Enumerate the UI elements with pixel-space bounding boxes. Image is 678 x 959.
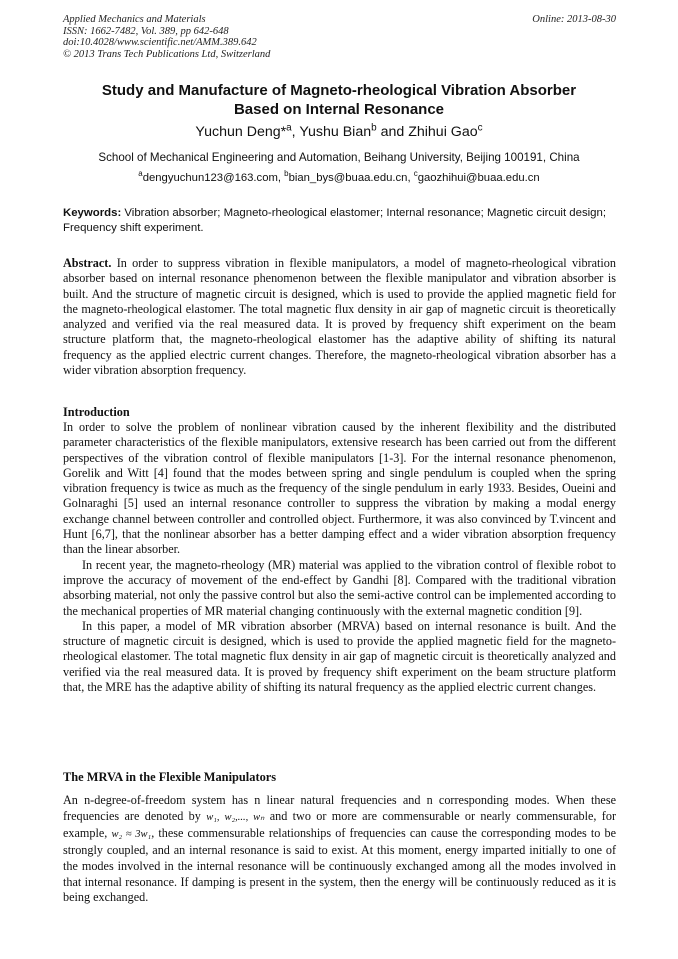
introduction-body: [63, 420, 616, 695]
email-c-sup: c: [413, 169, 418, 179]
journal-header: [63, 14, 616, 60]
journal-name: Applied Mechanics and Materials: [63, 14, 206, 25]
section-text-c: , these commensurable relationships of frequencies can cause the corresponding modes to be strongly coupled, and an internal resonance is said to exist. At this moment, energy imparted initially to one of the modes involved in the internal resonance will be continuously exchanged among all the modes involved in that internal resonance. If damping is present in the system, then the energy will be continuously reduced as it is being exchanged.: [63, 825, 616, 905]
author-sep-1: ,: [291, 124, 300, 140]
paper-title: [60, 82, 618, 119]
intro-paragraph-3: In this paper, a model of MR vibration absorber (MRVA) based on internal resonance is built. And the structure of magnetic circuit is designed, which is used to provide the applied magnetic field for the magneto-rheological elastomer. The total magnetic flux density in air gap of magnetic circuit is theoretically analyzed and verified via the real measured data. It is proved by frequency shift experiment on the beam structure platform that, the MRE has the adaptive ability of shifting its natural frequency as the applied electric current changes.: [63, 618, 616, 695]
author-sep-2: and: [376, 124, 409, 140]
email-a-sup: a: [138, 169, 143, 179]
keywords-text: Vibration absorber; Magneto-rheological elastomer; Internal resonance; Magnetic circuit design; Frequency shift experiment.: [63, 207, 607, 235]
email-b: bian_bys@buaa.edu.cn,: [288, 172, 414, 184]
copyright-line: © 2013 Trans Tech Publications Ltd, Switzerland: [63, 48, 271, 60]
title-line-1: Study and Manufacture of Magneto-rheological Vibration Absorber: [101, 82, 577, 99]
abstract: [63, 256, 616, 378]
keywords-label: Keywords:: [63, 207, 122, 219]
introduction-heading: Introduction: [63, 405, 130, 419]
keywords: [63, 206, 616, 237]
frequency-list-math: w₁, w₂,..., wₙ: [206, 811, 265, 823]
author-1: Yuchun Deng*: [195, 124, 287, 140]
email-c: gaozhihui@buaa.edu.cn: [417, 172, 540, 184]
email-a: dengyuchun123@163.com,: [142, 172, 285, 184]
section-text-a: An n-degree-of-freedom system has n linear natural frequencies and n corresponding modes. When these frequencies are denoted by: [63, 793, 616, 823]
author-2: Yushu Bian: [299, 124, 372, 140]
abstract-label: Abstract.: [63, 256, 112, 270]
email-b-sup: b: [284, 169, 289, 179]
abstract-text: In order to suppress vibration in flexible manipulators, a model of magneto-rheological vibration absorber based on internal resonance phenomenon between the flexible manipulator and vibration absorber is built. And the structure of magnetic circuit is designed, which is used to provide the applied magnetic field for the magneto-rheological elastomer. The total magnetic flux density in air gap of magnetic circuit is theoretically analyzed and verified via the real measured data. It is proved by frequency shift experiment on the beam structure platform that, the magneto-rheological elastomer has the adaptive ability of shifting its natural frequency as the applied electric current changes. Therefore, the magneto-rheological vibration absorber has a wider vibration absorption frequency.: [63, 256, 616, 378]
affiliation: School of Mechanical Engineering and Automation, Beihang University, Beijing 100191, China: [98, 151, 580, 164]
commensurable-math: w₂ ≈ 3w₁: [111, 828, 152, 840]
issn-line: ISSN: 1662-7482, Vol. 389, pp 642-648: [63, 25, 229, 37]
author-1-sup: a: [286, 122, 292, 134]
doi-line: doi:10.4028/www.scientific.net/AMM.389.642: [63, 37, 257, 49]
author-3-sup: c: [477, 122, 483, 134]
section-text-b: and two or more are commensurable or nearly commensurable, for example,: [63, 808, 616, 840]
author-2-sup: b: [371, 122, 377, 134]
intro-paragraph-2: In recent year, the magneto-rheology (MR) material was applied to the vibration control of flexible robot to improve the accuracy of movement of the end-effect by Gandhi [8]. Compared with the traditional vibration absorbing material, not only the passive control but also the semi-active control can be implemented according to the mechanical properties of MR material changing continuously with the external magnetic condition [9].: [63, 557, 616, 618]
author-list: [60, 124, 618, 140]
online-date: Online: 2013-08-30: [532, 14, 616, 25]
title-line-2: Based on Internal Resonance: [233, 100, 445, 118]
author-3: Zhihui Gao: [408, 124, 478, 140]
section-heading-mrva: The MRVA in the Flexible Manipulators: [63, 770, 277, 784]
section-mrva-body: [63, 793, 616, 906]
intro-paragraph-1: In order to solve the problem of nonlinear vibration caused by the inherent flexibility and the distributed parameter characteristics of the flexible manipulators, extensive research has been carried out from the different perspectives of the vibration control of flexible manipulators [1-3]. For the internal resonance phenomenon, Gorelik and Witt [4] found that the modes between spring and single pendulum is coupled when the spring vibration frequency is twice as much as the frequency of the single pendulum in early 1933. Besides, Oueini and Golnaraghi [5] used an internal resonance controller to suppress the vibration by making a modal energy exchange channel between controller and controlled object. Furthermore, it was also convinced by T.vincent and Hunt [6,7], that the nonlinear absorber has a better damping effect and a wider vibration absorption frequency than the linear absorber.: [63, 420, 616, 557]
author-emails: [60, 169, 618, 184]
